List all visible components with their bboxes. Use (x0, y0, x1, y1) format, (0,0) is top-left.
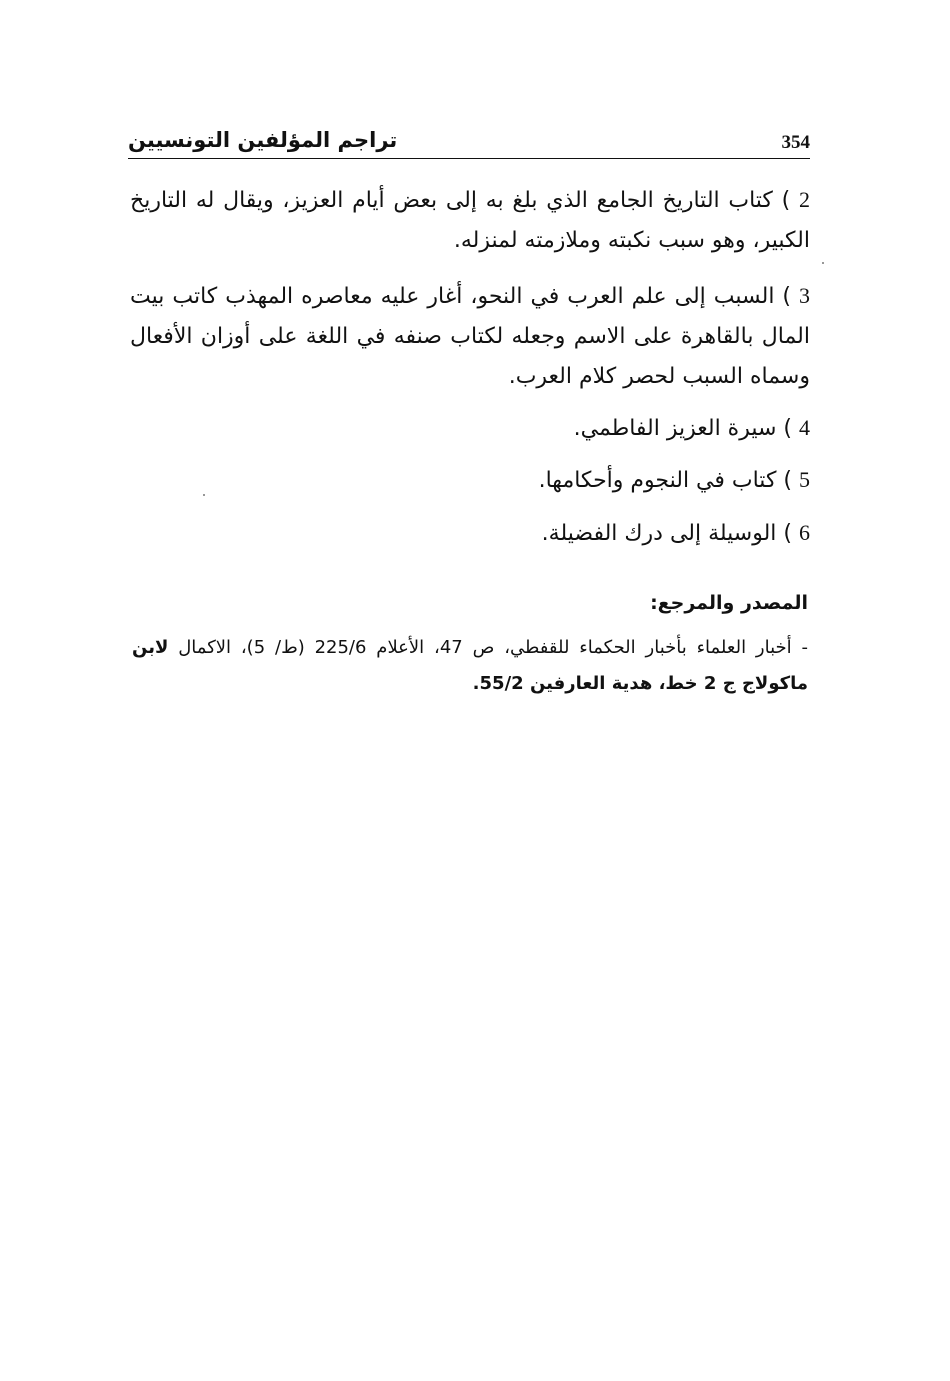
item-paren: ) (776, 416, 792, 441)
header-rule (128, 158, 810, 159)
item-text: كتاب التاريخ الجامع الذي بلغ به إلى بعض أيام العزيز، ويقال له التاريخ الكبير، وهو سبب نكبته وملازمته لمنزله. (130, 188, 810, 253)
item-number: 3 (799, 283, 811, 308)
list-item (130, 180, 810, 261)
item-text: السبب إلى علم العرب في النحو، أغار عليه معاصره المهذب كاتب بيت المال بالقاهرة على الاسم وجعله لكتاب صنفه في اللغة على أوزان الأفعال وسماه السبب لحصر كلام العرب. (130, 284, 810, 389)
item-number: 6 (799, 520, 810, 545)
item-number: 5 (799, 467, 810, 492)
list-item (130, 276, 810, 397)
reference-line: لابن ماكولاج ج 2 خط، هدية العارفين 55/2. (132, 637, 808, 694)
references-body (132, 630, 808, 702)
running-title: تراجم المؤلفين التونسيين (128, 128, 398, 152)
references-heading: المصدر والمرجع: (650, 592, 808, 614)
item-text: الوسيلة إلى درك الفضيلة. (541, 521, 777, 546)
running-header (128, 128, 810, 160)
list-item (130, 408, 810, 449)
page-number: 354 (781, 132, 810, 153)
reference-line: - أخبار العلماء بأخبار الحكماء للقفطي، ص 47، الأعلام 225/6 (ط/ 5)، الاكمال (178, 637, 808, 658)
scan-speck (203, 494, 205, 496)
list-item (130, 513, 810, 554)
item-paren: ) (774, 284, 792, 309)
item-text: كتاب في النجوم وأحكامها. (538, 468, 777, 493)
scan-speck (822, 262, 824, 264)
item-paren: ) (772, 188, 791, 213)
list-item (130, 460, 810, 501)
item-text: سيرة العزيز الفاطمي. (573, 416, 777, 441)
item-number: 4 (799, 415, 810, 440)
item-paren: ) (776, 468, 792, 493)
item-paren: ) (776, 521, 792, 546)
item-number: 2 (799, 187, 810, 212)
